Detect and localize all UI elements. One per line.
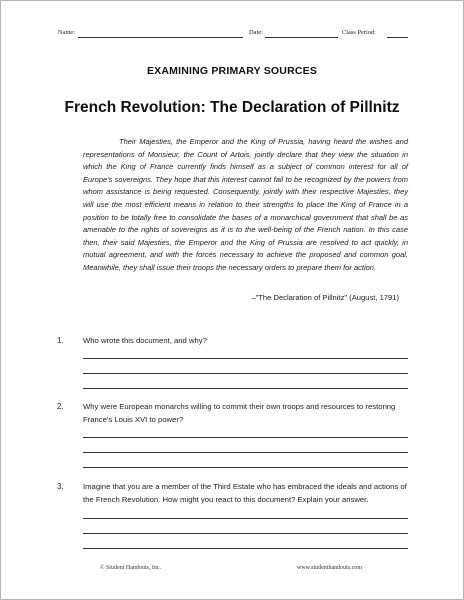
footer-website: www.studenthandouts.com xyxy=(297,565,362,571)
primary-source-quote: Their Majesties, the Emperor and the King of Prussia, having heard the wishes and representations of Monsieur, the Count of Artois, jointly declare that they view the situation in which the King of France currently finds himself as a subject of common interest for all of Europe's sovereigns. They hope that this interest cannot fail to be recognized by the powers from whom assistance is being requested. Consequently, jointly with their respective Majesties, they will use the most efficient means in relation to their strengths to place the King of France in a position to be totally free to consolidate the bases of a monarchical government that shall be as amenable to the rights of sovereigns as it is to the well-being of the French nation. In this case then, their said Majesties, the Emperor and the King of Prussia are resolved to act quickly, in mutual agreement, and with the forces necessary to achieve the proposed and common goal. Meanwhile, they shall issue their troops the necessary orders to prepare them for action. xyxy=(83,137,408,272)
footer-copyright: © Student Handouts, Inc. xyxy=(100,565,162,571)
answer-line[interactable] xyxy=(83,373,408,374)
name-label: Name: xyxy=(58,29,76,36)
class-period-field[interactable] xyxy=(387,37,408,38)
question-text: Why were European monarchs willing to commit their own troops and resources to restoring France's Louis XVI to power? xyxy=(83,402,396,424)
answer-line[interactable] xyxy=(83,467,408,468)
answer-line[interactable] xyxy=(83,533,408,534)
topic-heading: EXAMINING PRIMARY SOURCES xyxy=(146,65,318,77)
answer-line[interactable] xyxy=(83,548,408,549)
answer-line[interactable] xyxy=(83,452,408,453)
date-label: Date: xyxy=(249,29,263,36)
answer-line[interactable] xyxy=(83,358,408,359)
date-field[interactable] xyxy=(265,37,338,38)
class-period-label: Class Period: xyxy=(342,29,376,36)
answer-line[interactable] xyxy=(83,518,408,519)
page-title: French Revolution: The Declaration of Pillnitz xyxy=(64,99,400,116)
name-field[interactable] xyxy=(78,37,243,38)
question-number: 2. xyxy=(57,402,64,411)
question-text: Imagine that you are a member of the Third Estate who has embraced the ideals and actions of the French Revolution. How might you react to this document? Explain your answer. xyxy=(83,482,407,504)
question-number: 1. xyxy=(57,336,64,345)
question-number: 3. xyxy=(57,482,64,491)
answer-line[interactable] xyxy=(83,388,408,389)
answer-line[interactable] xyxy=(83,437,408,438)
question-text: Who wrote this document, and why? xyxy=(83,336,207,345)
quote-citation: –"The Declaration of Pillnitz" (August, 1791) xyxy=(251,293,399,302)
